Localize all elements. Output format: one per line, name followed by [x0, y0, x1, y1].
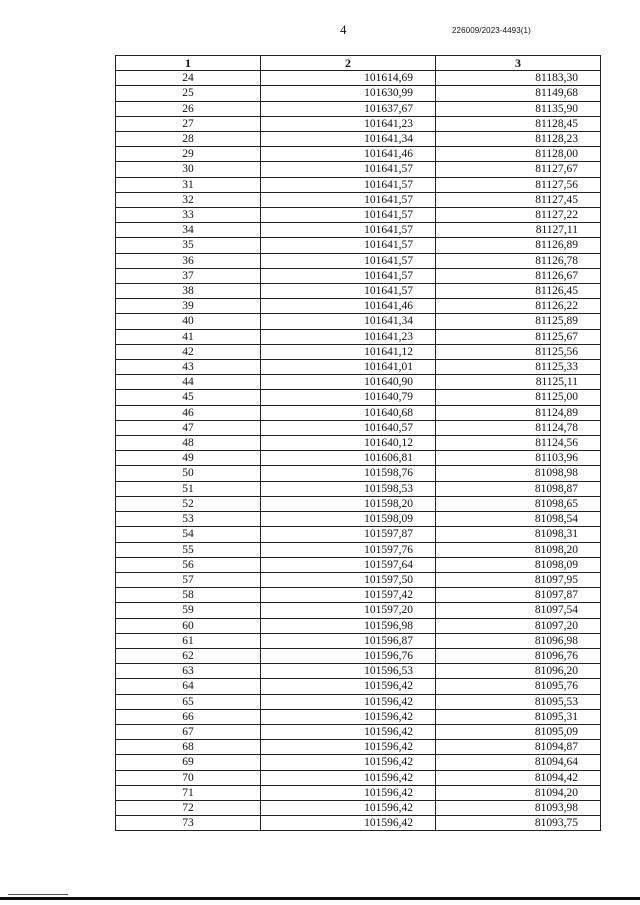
coordinate-y-cell: 81128,23 [436, 132, 601, 147]
coordinate-x-cell: 101596,42 [261, 770, 436, 785]
point-number-cell: 27 [116, 116, 261, 131]
coordinate-x-cell: 101597,87 [261, 527, 436, 542]
coordinate-x-cell: 101641,57 [261, 192, 436, 207]
coordinate-y-cell: 81097,54 [436, 603, 601, 618]
table-row [116, 223, 601, 238]
point-number-cell: 35 [116, 238, 261, 253]
coordinate-x-cell: 101640,79 [261, 390, 436, 405]
point-number-cell: 33 [116, 208, 261, 223]
table-row [116, 177, 601, 192]
column-header: 3 [436, 56, 601, 71]
coordinate-y-cell: 81098,65 [436, 496, 601, 511]
point-number-cell: 72 [116, 800, 261, 815]
table-row [116, 420, 601, 435]
point-number-cell: 34 [116, 223, 261, 238]
coordinate-x-cell: 101596,42 [261, 679, 436, 694]
coordinate-x-cell: 101640,90 [261, 375, 436, 390]
coordinate-x-cell: 101596,42 [261, 755, 436, 770]
coordinate-y-cell: 81128,00 [436, 147, 601, 162]
table-row [116, 360, 601, 375]
table-row [116, 101, 601, 116]
coordinate-x-cell: 101598,53 [261, 481, 436, 496]
coordinate-y-cell: 81093,98 [436, 800, 601, 815]
point-number-cell: 41 [116, 329, 261, 344]
point-number-cell: 29 [116, 147, 261, 162]
coordinate-y-cell: 81124,56 [436, 436, 601, 451]
point-number-cell: 51 [116, 481, 261, 496]
table-row [116, 436, 601, 451]
coordinate-y-cell: 81093,75 [436, 816, 601, 831]
footer-rule-thin [8, 894, 68, 895]
column-header: 1 [116, 56, 261, 71]
coordinate-y-cell: 81126,78 [436, 253, 601, 268]
coordinate-y-cell: 81096,98 [436, 633, 601, 648]
coordinate-x-cell: 101641,46 [261, 299, 436, 314]
coordinate-x-cell: 101641,57 [261, 284, 436, 299]
table-row [116, 740, 601, 755]
table-row [116, 588, 601, 603]
point-number-cell: 73 [116, 816, 261, 831]
coordinate-x-cell: 101641,46 [261, 147, 436, 162]
point-number-cell: 66 [116, 709, 261, 724]
point-number-cell: 49 [116, 451, 261, 466]
coordinate-x-cell: 101640,57 [261, 420, 436, 435]
point-number-cell: 38 [116, 284, 261, 299]
point-number-cell: 61 [116, 633, 261, 648]
coordinate-y-cell: 81095,09 [436, 724, 601, 739]
coordinate-x-cell: 101630,99 [261, 86, 436, 101]
table-row [116, 603, 601, 618]
point-number-cell: 48 [116, 436, 261, 451]
coordinate-x-cell: 101641,01 [261, 360, 436, 375]
coordinate-x-cell: 101597,42 [261, 588, 436, 603]
coordinate-y-cell: 81097,20 [436, 618, 601, 633]
point-number-cell: 68 [116, 740, 261, 755]
table-row [116, 162, 601, 177]
table-body [116, 71, 601, 831]
point-number-cell: 39 [116, 299, 261, 314]
coordinate-x-cell: 101596,98 [261, 618, 436, 633]
coordinate-x-cell: 101596,76 [261, 648, 436, 663]
coordinate-y-cell: 81128,45 [436, 116, 601, 131]
point-number-cell: 26 [116, 101, 261, 116]
coordinate-x-cell: 101598,20 [261, 496, 436, 511]
table-row [116, 253, 601, 268]
point-number-cell: 70 [116, 770, 261, 785]
column-header: 2 [261, 56, 436, 71]
coordinate-y-cell: 81125,00 [436, 390, 601, 405]
point-number-cell: 64 [116, 679, 261, 694]
point-number-cell: 67 [116, 724, 261, 739]
coordinate-y-cell: 81098,87 [436, 481, 601, 496]
table-row [116, 816, 601, 831]
coordinate-y-cell: 81095,76 [436, 679, 601, 694]
table-row [116, 694, 601, 709]
table-row [116, 284, 601, 299]
point-number-cell: 53 [116, 512, 261, 527]
coordinate-y-cell: 81094,42 [436, 770, 601, 785]
coordinate-x-cell: 101641,57 [261, 162, 436, 177]
coordinate-x-cell: 101641,12 [261, 344, 436, 359]
table-row [116, 770, 601, 785]
coordinate-y-cell: 81125,67 [436, 329, 601, 344]
table-row [116, 496, 601, 511]
point-number-cell: 62 [116, 648, 261, 663]
coordinate-y-cell: 81098,09 [436, 557, 601, 572]
coordinate-y-cell: 81127,45 [436, 192, 601, 207]
coordinate-y-cell: 81127,11 [436, 223, 601, 238]
coordinate-y-cell: 81183,30 [436, 71, 601, 86]
coordinate-x-cell: 101596,42 [261, 709, 436, 724]
table-row [116, 299, 601, 314]
table-row [116, 618, 601, 633]
table-row [116, 785, 601, 800]
point-number-cell: 71 [116, 785, 261, 800]
coordinate-y-cell: 81126,22 [436, 299, 601, 314]
table-row [116, 572, 601, 587]
coordinate-x-cell: 101596,42 [261, 740, 436, 755]
coordinate-x-cell: 101596,42 [261, 816, 436, 831]
coordinate-y-cell: 81135,90 [436, 101, 601, 116]
coordinate-x-cell: 101597,64 [261, 557, 436, 572]
table-row [116, 512, 601, 527]
table-row [116, 329, 601, 344]
coordinate-x-cell: 101641,57 [261, 208, 436, 223]
table-row [116, 800, 601, 815]
point-number-cell: 30 [116, 162, 261, 177]
coordinate-y-cell: 81095,31 [436, 709, 601, 724]
coordinate-x-cell: 101614,69 [261, 71, 436, 86]
table-row [116, 208, 601, 223]
coordinate-y-cell: 81103,96 [436, 451, 601, 466]
point-number-cell: 46 [116, 405, 261, 420]
coordinate-y-cell: 81126,45 [436, 284, 601, 299]
point-number-cell: 45 [116, 390, 261, 405]
coordinate-y-cell: 81098,98 [436, 466, 601, 481]
coordinate-x-cell: 101598,76 [261, 466, 436, 481]
table-row [116, 648, 601, 663]
table-row [116, 679, 601, 694]
document-reference: 226009/2023-4493(1) [452, 26, 531, 35]
coordinate-y-cell: 81125,89 [436, 314, 601, 329]
table-row [116, 390, 601, 405]
table-row [116, 527, 601, 542]
table-row [116, 314, 601, 329]
table-row [116, 664, 601, 679]
coordinate-y-cell: 81096,76 [436, 648, 601, 663]
point-number-cell: 42 [116, 344, 261, 359]
table-row [116, 724, 601, 739]
point-number-cell: 54 [116, 527, 261, 542]
table-row [116, 755, 601, 770]
coordinate-y-cell: 81126,67 [436, 268, 601, 283]
coordinate-x-cell: 101641,57 [261, 253, 436, 268]
coordinate-x-cell: 101598,09 [261, 512, 436, 527]
point-number-cell: 32 [116, 192, 261, 207]
coordinate-x-cell: 101606,81 [261, 451, 436, 466]
point-number-cell: 25 [116, 86, 261, 101]
coordinate-y-cell: 81127,67 [436, 162, 601, 177]
coordinate-x-cell: 101597,50 [261, 572, 436, 587]
coordinate-y-cell: 81097,87 [436, 588, 601, 603]
table-row [116, 71, 601, 86]
coordinate-x-cell: 101596,42 [261, 694, 436, 709]
coordinate-x-cell: 101596,42 [261, 800, 436, 815]
coordinate-y-cell: 81097,95 [436, 572, 601, 587]
table-row [116, 557, 601, 572]
coordinate-y-cell: 81125,33 [436, 360, 601, 375]
coordinate-x-cell: 101597,76 [261, 542, 436, 557]
table-row [116, 238, 601, 253]
coordinate-y-cell: 81125,56 [436, 344, 601, 359]
coordinate-y-cell: 81094,64 [436, 755, 601, 770]
point-number-cell: 59 [116, 603, 261, 618]
coordinate-y-cell: 81094,87 [436, 740, 601, 755]
point-number-cell: 65 [116, 694, 261, 709]
table-row [116, 132, 601, 147]
coordinate-x-cell: 101641,57 [261, 223, 436, 238]
table-row [116, 375, 601, 390]
coordinate-x-cell: 101641,23 [261, 329, 436, 344]
table-row [116, 344, 601, 359]
coordinate-x-cell: 101641,57 [261, 268, 436, 283]
point-number-cell: 63 [116, 664, 261, 679]
table-row [116, 709, 601, 724]
point-number-cell: 60 [116, 618, 261, 633]
point-number-cell: 24 [116, 71, 261, 86]
coordinate-x-cell: 101641,57 [261, 238, 436, 253]
coordinate-x-cell: 101597,20 [261, 603, 436, 618]
coordinate-x-cell: 101596,42 [261, 785, 436, 800]
coordinate-x-cell: 101640,12 [261, 436, 436, 451]
point-number-cell: 52 [116, 496, 261, 511]
coordinate-x-cell: 101596,87 [261, 633, 436, 648]
point-number-cell: 31 [116, 177, 261, 192]
point-number-cell: 58 [116, 588, 261, 603]
coordinate-x-cell: 101641,34 [261, 314, 436, 329]
table-row [116, 192, 601, 207]
table-header-row [116, 56, 601, 71]
point-number-cell: 56 [116, 557, 261, 572]
coordinate-x-cell: 101641,57 [261, 177, 436, 192]
table-row [116, 481, 601, 496]
point-number-cell: 36 [116, 253, 261, 268]
table-row [116, 451, 601, 466]
coordinate-x-cell: 101596,42 [261, 724, 436, 739]
footer-rule [0, 897, 640, 900]
table-row [116, 86, 601, 101]
coordinate-y-cell: 81098,31 [436, 527, 601, 542]
point-number-cell: 28 [116, 132, 261, 147]
point-number-cell: 50 [116, 466, 261, 481]
coordinate-y-cell: 81095,53 [436, 694, 601, 709]
coordinate-y-cell: 81096,20 [436, 664, 601, 679]
point-number-cell: 55 [116, 542, 261, 557]
coordinate-x-cell: 101641,34 [261, 132, 436, 147]
coordinate-y-cell: 81125,11 [436, 375, 601, 390]
point-number-cell: 40 [116, 314, 261, 329]
point-number-cell: 43 [116, 360, 261, 375]
point-number-cell: 69 [116, 755, 261, 770]
point-number-cell: 37 [116, 268, 261, 283]
page-number: 4 [340, 22, 347, 37]
coordinate-x-cell: 101640,68 [261, 405, 436, 420]
coordinate-y-cell: 81127,22 [436, 208, 601, 223]
point-number-cell: 47 [116, 420, 261, 435]
table-row [116, 268, 601, 283]
table-row [116, 116, 601, 131]
table-row [116, 633, 601, 648]
coordinate-y-cell: 81127,56 [436, 177, 601, 192]
point-number-cell: 57 [116, 572, 261, 587]
coordinate-y-cell: 81126,89 [436, 238, 601, 253]
table-row [116, 147, 601, 162]
coordinate-y-cell: 81098,20 [436, 542, 601, 557]
table-row [116, 466, 601, 481]
coordinate-y-cell: 81124,89 [436, 405, 601, 420]
coordinate-x-cell: 101641,23 [261, 116, 436, 131]
coordinate-x-cell: 101637,67 [261, 101, 436, 116]
coordinate-y-cell: 81149,68 [436, 86, 601, 101]
coordinate-y-cell: 81098,54 [436, 512, 601, 527]
coordinate-y-cell: 81124,78 [436, 420, 601, 435]
coordinates-table [115, 55, 601, 831]
table-row [116, 542, 601, 557]
coordinate-x-cell: 101596,53 [261, 664, 436, 679]
coordinate-y-cell: 81094,20 [436, 785, 601, 800]
table-row [116, 405, 601, 420]
point-number-cell: 44 [116, 375, 261, 390]
